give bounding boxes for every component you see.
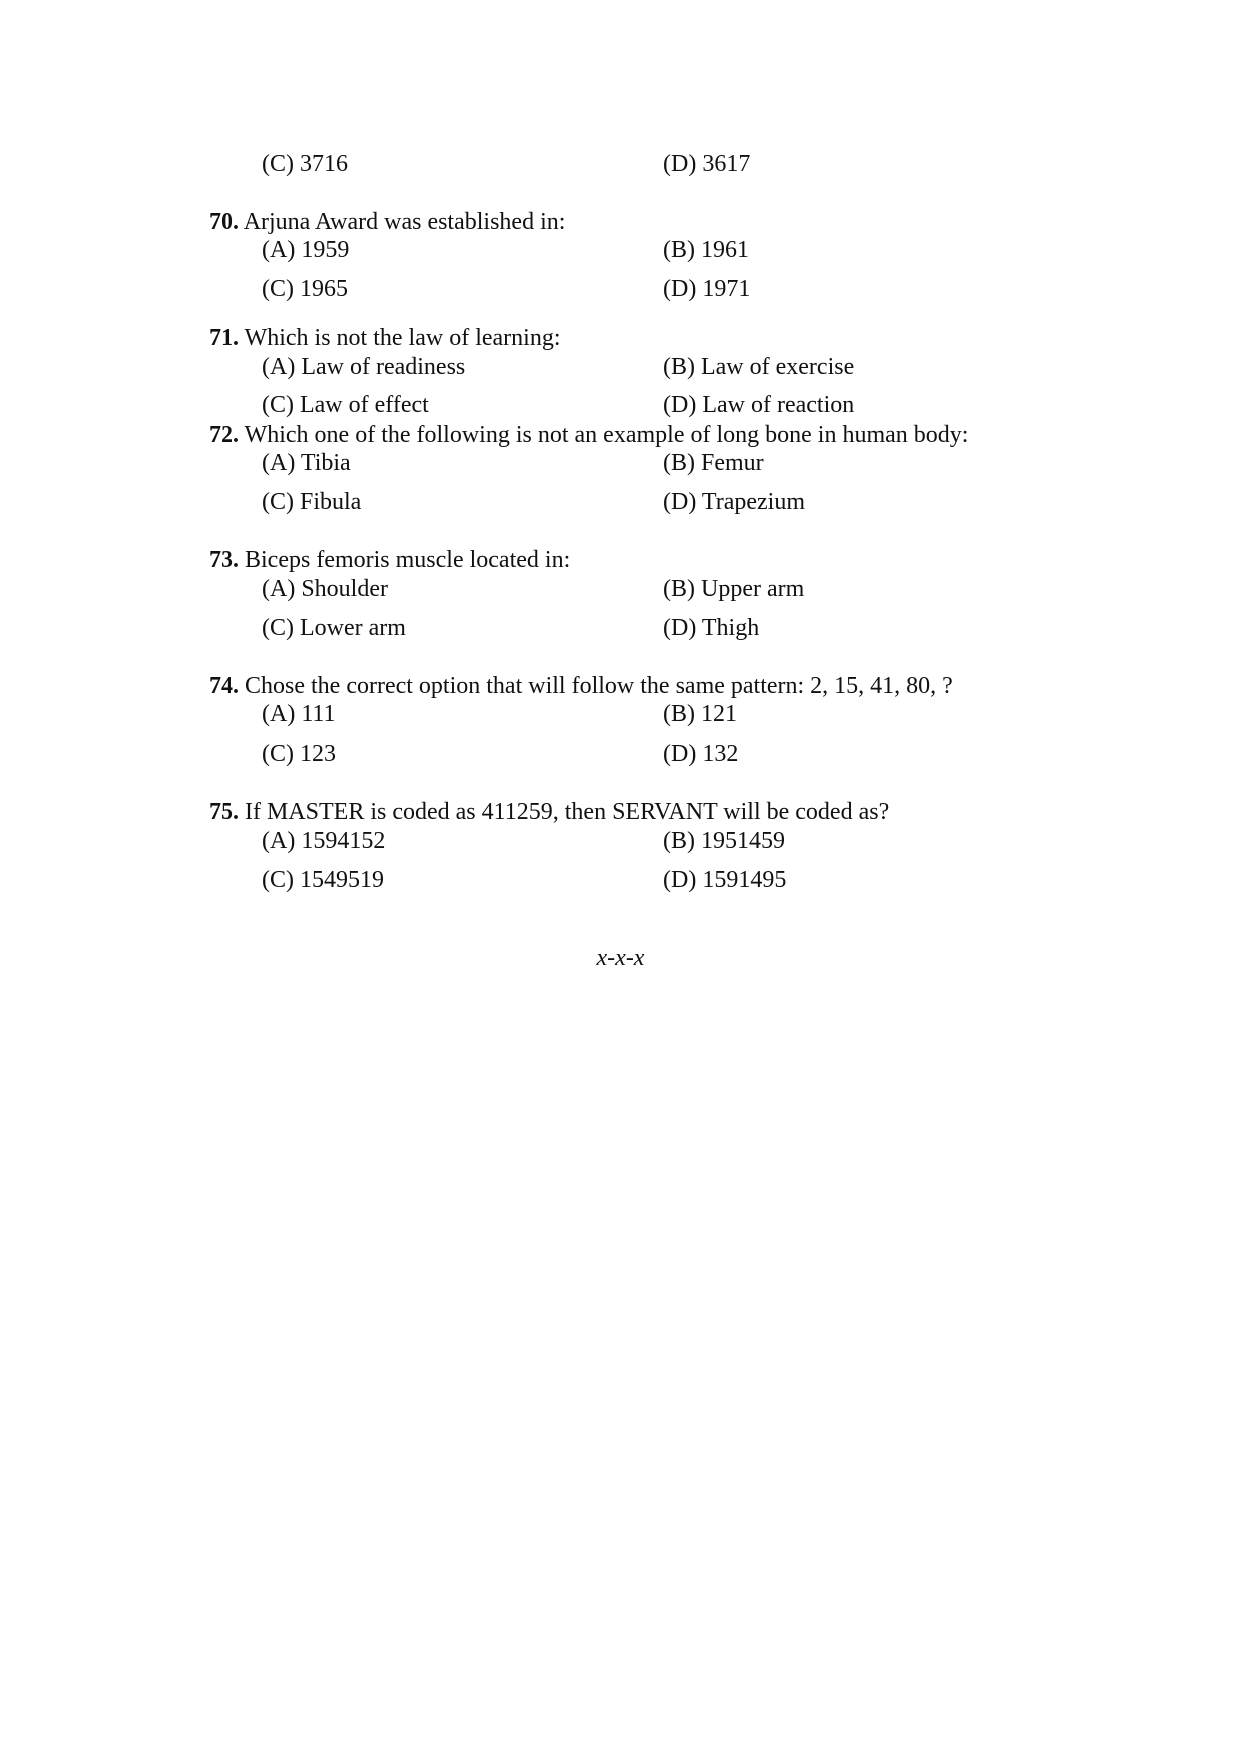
question-74 xyxy=(209,672,953,700)
q71-option-c: (C) Law of effect xyxy=(262,392,429,418)
question-text: Biceps femoris muscle located in: xyxy=(245,547,571,573)
q69-option-c: (C) 3716 xyxy=(262,151,348,177)
question-text: Which one of the following is not an example of long bone in human body: xyxy=(244,422,969,448)
q75-option-c: (C) 1549519 xyxy=(262,867,384,893)
question-text: If MASTER is coded as 411259, then SERVANT will be coded as? xyxy=(245,799,890,825)
q72-option-b: (B) Femur xyxy=(663,450,764,476)
q73-option-c: (C) Lower arm xyxy=(262,615,406,641)
question-72 xyxy=(209,421,968,449)
q72-option-a: (A) Tibia xyxy=(262,450,351,476)
q70-option-a: (A) 1959 xyxy=(262,237,350,263)
q75-option-d: (D) 1591495 xyxy=(663,867,787,893)
question-number: 72. xyxy=(209,422,239,448)
question-text: Which is not the law of learning: xyxy=(244,325,561,351)
q73-option-a: (A) Shoulder xyxy=(262,576,388,602)
q74-option-b: (B) 121 xyxy=(663,701,737,727)
q74-option-d: (D) 132 xyxy=(663,741,739,767)
q69-option-d: (D) 3617 xyxy=(663,151,751,177)
question-number: 75. xyxy=(209,799,239,825)
q70-option-d: (D) 1971 xyxy=(663,276,751,302)
question-70 xyxy=(209,208,565,236)
q74-option-a: (A) 111 xyxy=(262,701,336,727)
question-number: 74. xyxy=(209,673,239,699)
question-73 xyxy=(209,546,570,574)
q70-option-c: (C) 1965 xyxy=(262,276,348,302)
q75-option-b: (B) 1951459 xyxy=(663,828,785,854)
end-of-paper-mark: x-x-x xyxy=(596,945,645,971)
q71-option-d: (D) Law of reaction xyxy=(663,392,855,418)
q72-option-d: (D) Trapezium xyxy=(663,489,805,515)
question-number: 73. xyxy=(209,547,239,573)
q74-option-c: (C) 123 xyxy=(262,741,336,767)
question-number: 70. xyxy=(209,209,239,235)
q73-option-b: (B) Upper arm xyxy=(663,576,805,602)
question-75 xyxy=(209,798,889,826)
q72-option-c: (C) Fibula xyxy=(262,489,362,515)
question-text: Arjuna Award was established in: xyxy=(243,209,566,235)
question-number: 71. xyxy=(209,325,239,351)
question-text: Chose the correct option that will follow the same pattern: 2, 15, 41, 80, ? xyxy=(245,673,953,699)
q73-option-d: (D) Thigh xyxy=(663,615,760,641)
q75-option-a: (A) 1594152 xyxy=(262,828,386,854)
q71-option-a: (A) Law of readiness xyxy=(262,354,466,380)
q70-option-b: (B) 1961 xyxy=(663,237,749,263)
question-71 xyxy=(209,324,561,352)
q71-option-b: (B) Law of exercise xyxy=(663,354,855,380)
